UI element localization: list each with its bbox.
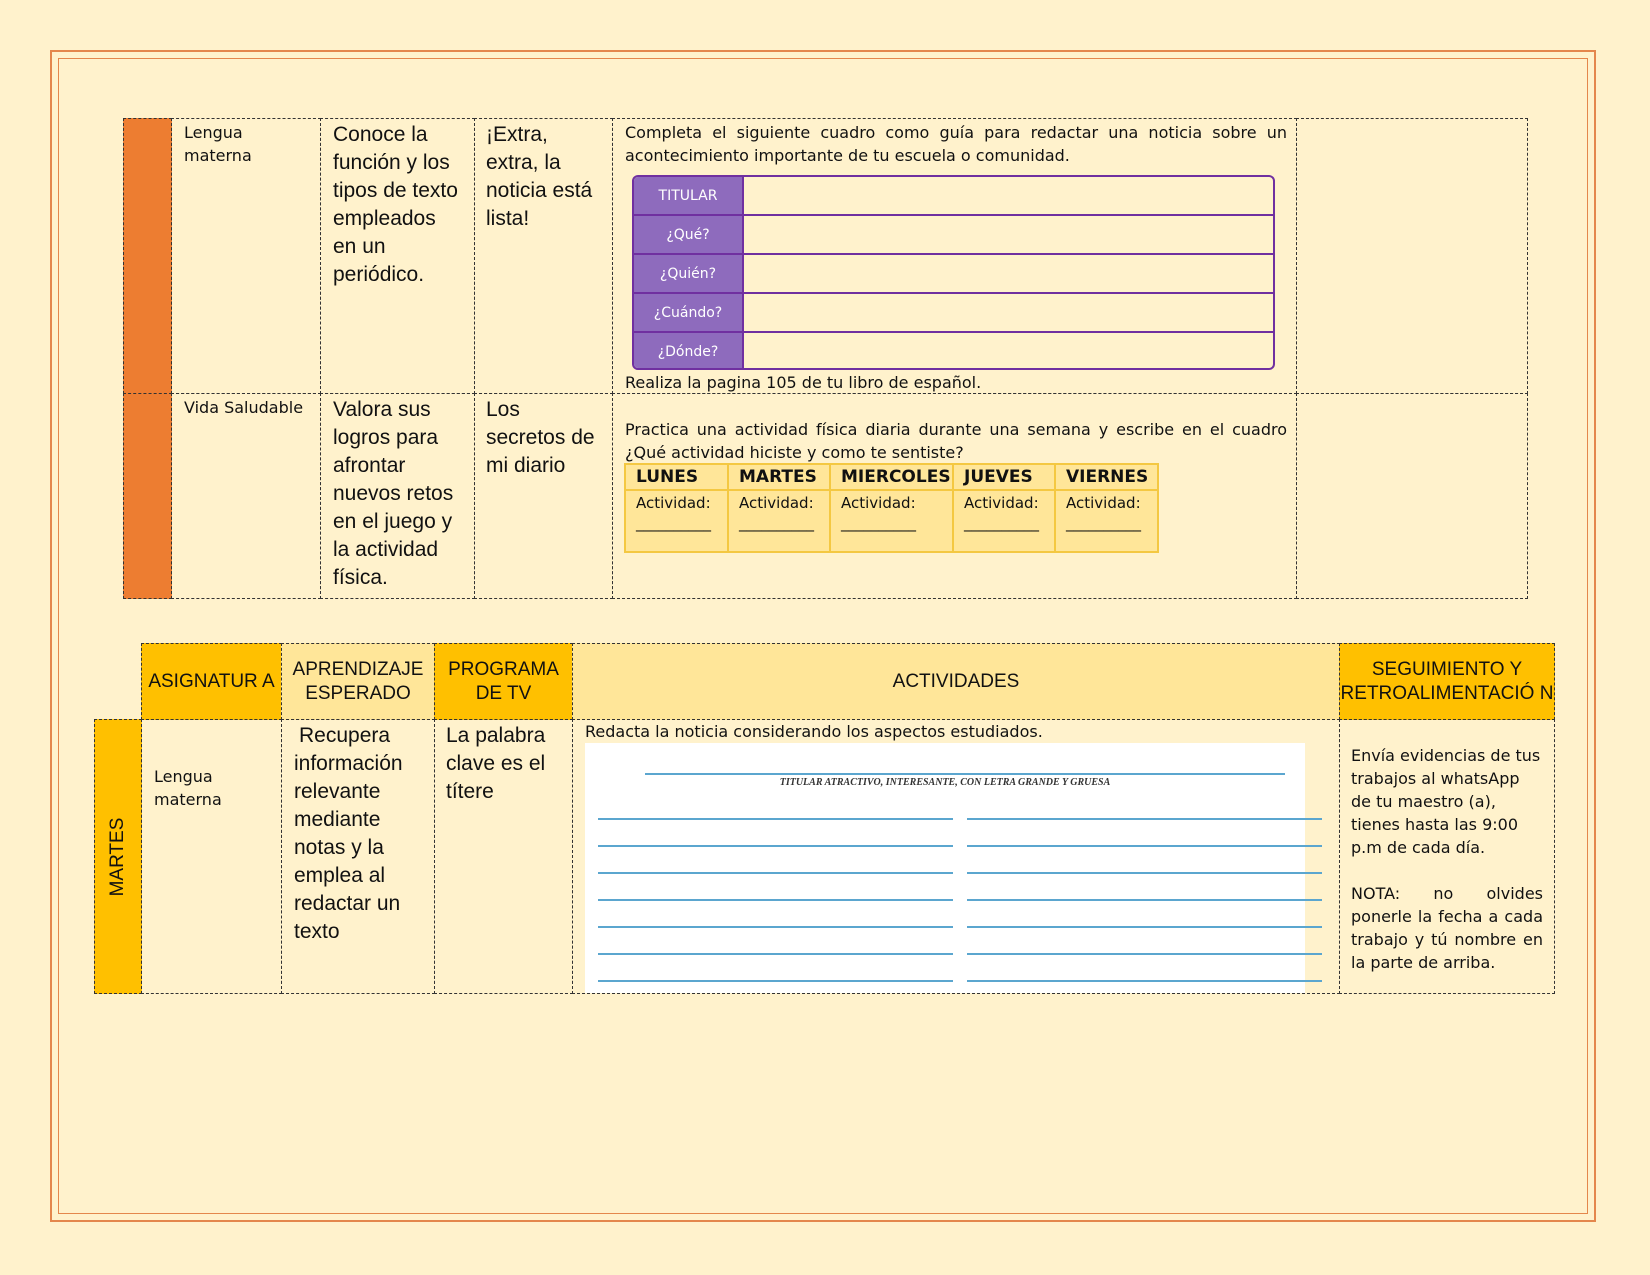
- activity-instructions: Completa el siguiente cuadro como guía para redactar una noticia sobre un acontecimiento importante de tu escuela o comunidad.: [625, 123, 1287, 165]
- day-cell-label: Actividad:: [636, 494, 711, 512]
- learning-text: Conoce la función y los tipos de texto empleados en un periódico.: [333, 123, 458, 286]
- writing-line: [598, 818, 953, 820]
- guide-label: ¿Dónde?: [634, 333, 744, 370]
- subject-text: Lengua materna: [184, 123, 252, 165]
- weekly-activity-table: [624, 463, 1159, 553]
- day-cell-label: Actividad:: [841, 494, 916, 512]
- learning-cell: [320, 393, 475, 599]
- header-program: [434, 643, 573, 720]
- program-text: Los secretos de mi diario: [486, 398, 595, 477]
- day-column: [729, 465, 831, 551]
- title-line: [645, 773, 1285, 775]
- writing-line: [598, 926, 953, 928]
- header-learning-text: APRENDIZAJE ESPERADO: [292, 658, 424, 704]
- activity-text: Redacta la noticia considerando los aspectos estudiados.: [585, 722, 1043, 741]
- guide-label: ¿Cuándo?: [634, 294, 744, 331]
- learning-text: Valora sus logros para afrontar nuevos retos en el juego y la actividad física.: [333, 398, 454, 589]
- program-cell: [474, 118, 613, 394]
- writing-line: [967, 953, 1322, 955]
- header-followup: [1339, 643, 1555, 720]
- day-band: [123, 393, 172, 599]
- header-learning: [281, 643, 435, 720]
- guide-row: [634, 177, 1273, 216]
- news-guide-table: [632, 175, 1275, 370]
- day-cell-blank: __________: [636, 514, 711, 532]
- subject-text: Lengua materna: [154, 767, 222, 809]
- guide-row: [634, 333, 1273, 370]
- followup-note: NOTA: no olvides ponerle la fecha a cada trabajo y tú nombre en la parte de arriba.: [1351, 884, 1543, 972]
- writing-line: [967, 926, 1322, 928]
- learning-cell: [281, 719, 435, 994]
- activity-footer: Realiza la pagina 105 de tu libro de español.: [625, 373, 982, 392]
- header-subject-text: ASIGNATUR A: [148, 670, 275, 692]
- subject-cell: [141, 719, 282, 994]
- day-cell-blank: __________: [841, 514, 916, 532]
- activity-instructions: Practica una actividad física diaria durante una semana y escribe en el cuadro ¿Qué actividad hiciste y como te sentiste?: [625, 420, 1287, 462]
- day-cell-label: Actividad:: [1066, 494, 1141, 512]
- subject-text: Vida Saludable: [184, 398, 304, 417]
- followup-text: Envía evidencias de tus trabajos al whatsApp de tu maestro (a), tienes hasta las 9:00 p.m de cada día.: [1351, 746, 1541, 857]
- subject-cell: [171, 393, 321, 599]
- day-column: [954, 465, 1056, 551]
- writing-line: [598, 899, 953, 901]
- program-text: ¡Extra, extra, la noticia está lista!: [486, 123, 593, 230]
- followup-cell: [1296, 118, 1528, 394]
- day-header: VIERNES: [1056, 465, 1157, 491]
- day-header: MIERCOLES: [831, 465, 952, 491]
- writing-line: [598, 872, 953, 874]
- program-text: La palabra clave es el títere: [446, 724, 546, 803]
- day-cell-blank: __________: [964, 514, 1039, 532]
- day-header: MARTES: [729, 465, 829, 491]
- header-activities: [572, 643, 1340, 720]
- writing-sheet-image: [585, 743, 1305, 993]
- day-cell-blank: __________: [739, 514, 814, 532]
- guide-row: [634, 216, 1273, 255]
- writing-line: [967, 899, 1322, 901]
- guide-label: ¿Quién?: [634, 255, 744, 292]
- day-band-martes: [94, 719, 142, 994]
- day-column: [626, 465, 729, 551]
- followup-cell: [1296, 393, 1528, 599]
- header-subject: [141, 643, 282, 720]
- header-program-text: PROGRAMA DE TV: [448, 658, 559, 704]
- writing-line: [598, 980, 953, 982]
- program-cell: [434, 719, 573, 994]
- subject-cell: [171, 118, 321, 394]
- sheet-title: TITULAR ATRACTIVO, INTERESANTE, CON LETRA GRANDE Y GRUESA: [779, 777, 1111, 788]
- program-cell: [474, 393, 613, 599]
- learning-cell: [320, 118, 475, 394]
- writing-line: [967, 872, 1322, 874]
- day-cell-label: Actividad:: [964, 494, 1039, 512]
- day-band: [123, 118, 172, 394]
- guide-label: ¿Qué?: [634, 216, 744, 253]
- day-header: LUNES: [626, 465, 727, 491]
- header-followup-text: SEGUIMIENTO Y RETROALIMENTACIÓ N: [1340, 658, 1554, 704]
- learning-text: Recupera información relevante mediante notas y la emplea al redactar un texto: [294, 724, 403, 943]
- guide-row: [634, 255, 1273, 294]
- day-column: [1056, 465, 1157, 551]
- header-activities-text: ACTIVIDADES: [892, 670, 1020, 692]
- guide-row: [634, 294, 1273, 333]
- day-label: MARTES: [107, 817, 128, 896]
- writing-line: [967, 818, 1322, 820]
- writing-line: [967, 980, 1322, 982]
- followup-cell: [1339, 719, 1555, 994]
- writing-line: [967, 845, 1322, 847]
- writing-line: [598, 845, 953, 847]
- day-header: JUEVES: [954, 465, 1054, 491]
- guide-label: TITULAR: [634, 177, 744, 214]
- day-column: [831, 465, 954, 551]
- writing-line: [598, 953, 953, 955]
- day-cell-label: Actividad:: [739, 494, 814, 512]
- day-cell-blank: __________: [1066, 514, 1141, 532]
